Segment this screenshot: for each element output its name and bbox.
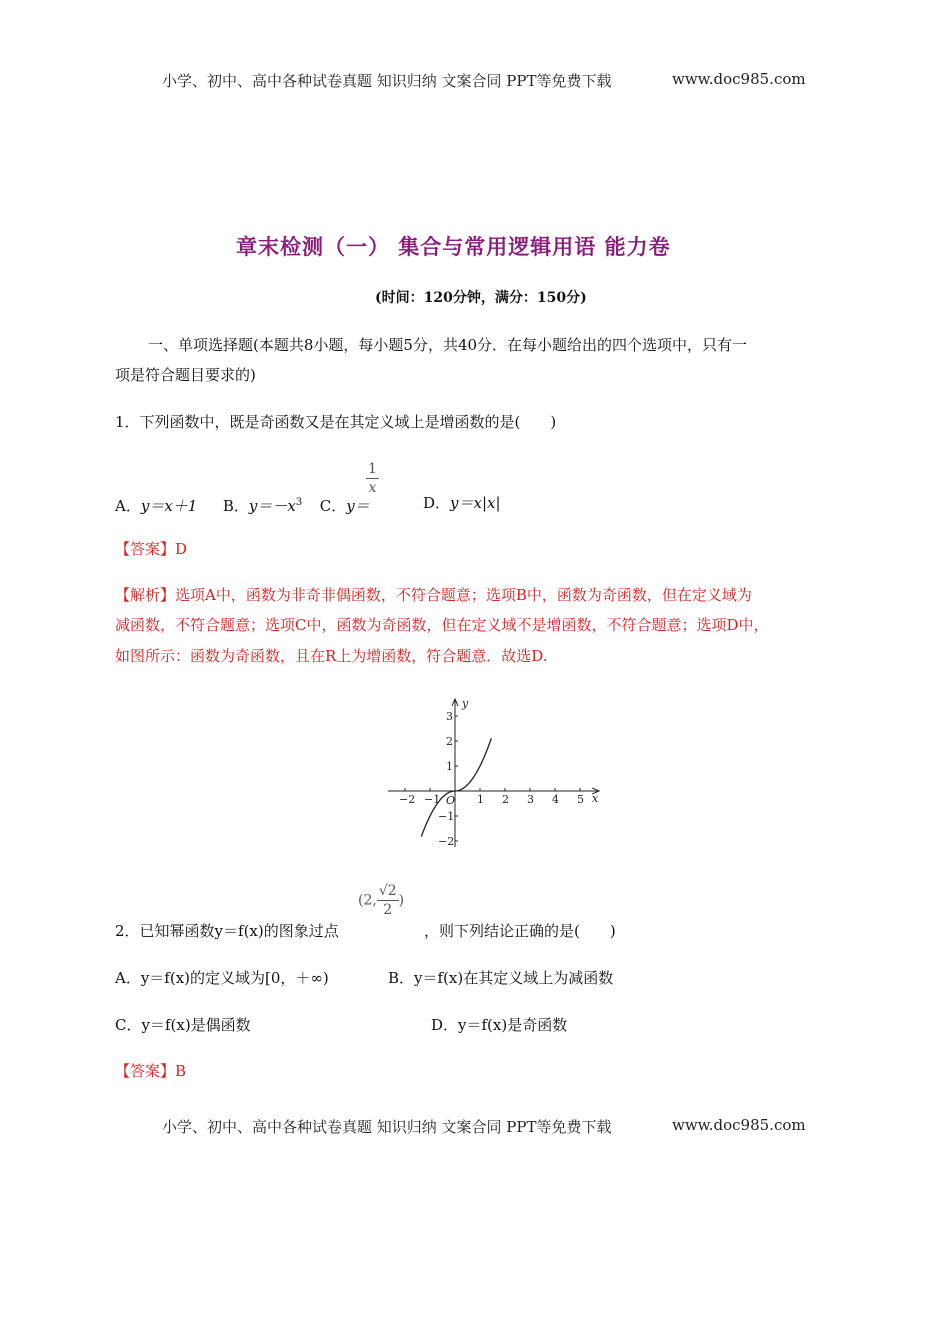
option-c-fraction [366,460,379,497]
page-title: 章末检测（一） 集合与常用逻辑用语 能力卷 [236,235,671,259]
y-tick-label: −2 [438,835,455,848]
option-c-label: C． [319,497,347,515]
x-axis-label: x [592,792,599,805]
y-axis-label: y [462,697,469,710]
y-tick-label: 2 [446,735,453,748]
page-footer-site: www.doc985.com [672,1116,806,1134]
page-subtitle: (时间：120分钟，满分：150分) [375,290,587,306]
question-2-option-b: B．y＝f(x)在其定义域上为减函数 [388,969,614,987]
question-1-answer: 【答案】D [115,540,188,558]
question-1-analysis-line2: 减函数，不符合题意；选项C中，函数为奇函数，但在定义域不是增函数，不符合题意；选项D中， [115,616,769,634]
x-tick-label: −2 [399,793,416,806]
option-b-exponent: 3 [295,497,303,508]
page-header-site: www.doc985.com [672,70,806,88]
option-b-text: y＝－x [248,497,296,515]
question-2-option-a: A．y＝f(x)的定义域为[0，＋∞) [115,969,329,987]
point-numerator: √2 [378,883,397,899]
question-2-point [358,882,404,919]
point-left: (2, [358,892,377,909]
x-tick-label: 5 [577,793,584,806]
question-2-stem-b: ，则下列结论正确的是( ) [424,922,616,940]
option-d-text: y＝x|x| [450,494,501,512]
section-instructions-line1: 一、单项选择题(本题共8小题，每小题5分，共40分．在每小题给出的四个选项中，只有一 [148,336,748,354]
option-d [423,492,501,514]
page-footer-text: 小学、初中、高中各种试卷真题 知识归纳 文案合同 PPT等免费下载 [162,1118,612,1136]
origin-label: O [446,794,456,807]
point-denominator: 2 [383,902,393,918]
x-tick-label: 2 [502,793,509,806]
option-c-denominator: x [368,480,377,496]
y-tick-label: 1 [446,760,453,773]
point-right: ) [398,892,405,909]
question-1-analysis-line3: 如图所示：函数为奇函数，且在R上为增函数，符合题意．故选D. [115,647,548,665]
y-tick-label: 3 [446,710,453,723]
option-a-text: y＝x＋1 [140,497,198,515]
question-1-analysis-line1: 【解析】选项A中，函数为非奇非偶函数，不符合题意；选项B中，函数为奇函数，但在定义域为 [115,586,752,604]
question-1-options [115,492,370,517]
option-c-numerator: 1 [368,461,377,477]
x-tick-label: −1 [424,793,441,806]
axis-ticks [405,716,580,841]
option-d-label: D． [423,494,451,512]
section-instructions-line2: 项是符合题目要求的) [115,366,256,384]
option-b-label: B． [222,497,249,515]
x-tick-label: 1 [477,793,484,806]
option-c-text: y＝ [346,497,370,515]
function-curve [421,738,491,836]
question-2-stem-a: 2．已知幂函数y＝f(x)的图象过点 [115,922,339,940]
question-2-option-d: D．y＝f(x)是奇函数 [431,1016,568,1034]
y-tick-label: −1 [438,810,455,823]
question-1-stem: 1．下列函数中，既是奇函数又是在其定义域上是增函数的是( ) [115,413,557,431]
option-a-label: A． [115,497,141,515]
question-2-option-c: C．y＝f(x)是偶函数 [115,1016,251,1034]
x-tick-label: 4 [552,793,559,806]
function-graph [380,695,610,855]
question-2-answer: 【答案】B [115,1062,187,1080]
page-header-text: 小学、初中、高中各种试卷真题 知识归纳 文案合同 PPT等免费下载 [162,72,612,90]
x-tick-label: 3 [527,793,534,806]
